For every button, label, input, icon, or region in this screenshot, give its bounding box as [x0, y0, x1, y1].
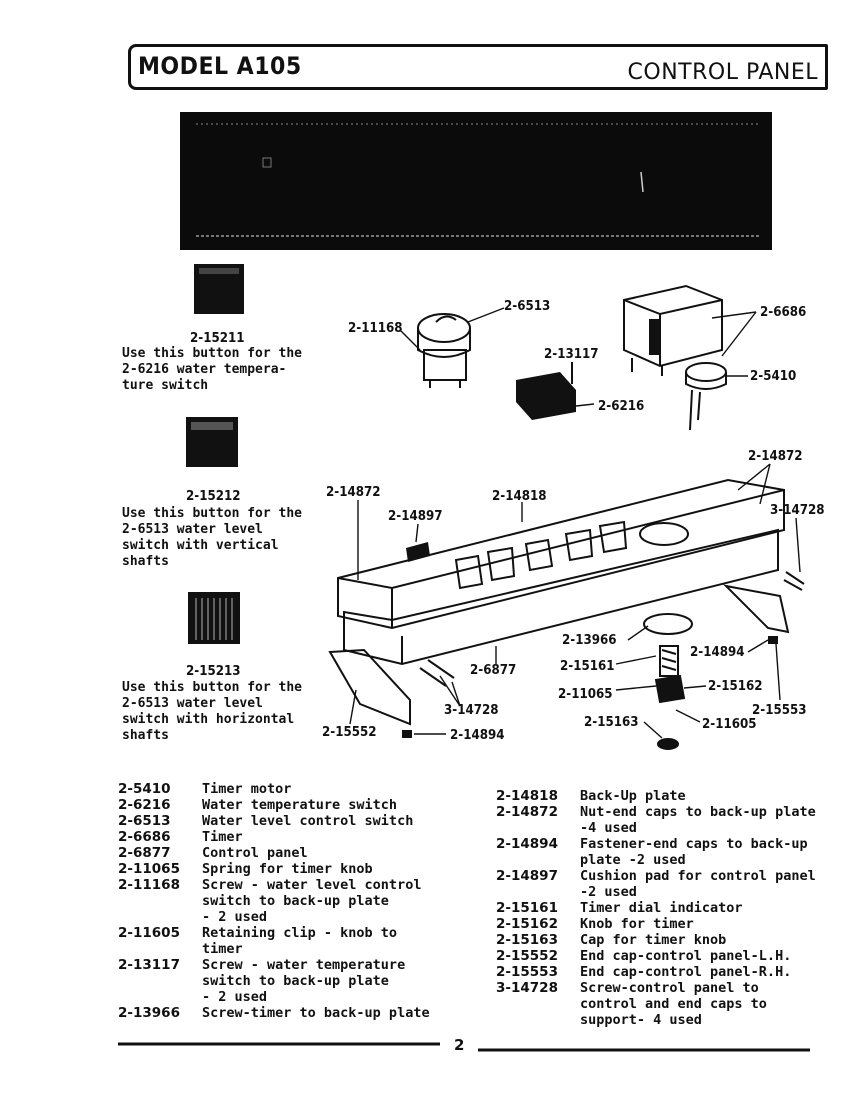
- part-number: 2-6686: [118, 829, 171, 845]
- part-number: 2-14894: [496, 836, 558, 852]
- parts-row: [496, 788, 836, 804]
- callout-2-14818: 2-14818: [492, 488, 547, 504]
- parts-row: [496, 836, 836, 868]
- callout-2-15163: 2-15163: [584, 714, 639, 730]
- button-1-note: Use this button for the 2-6216 water tempera- ture switch: [122, 346, 303, 393]
- part-description: Retaining clip - knob to timer: [202, 925, 398, 957]
- callout-2-6877: 2-6877: [470, 662, 517, 678]
- part-description: Cushion pad for control panel -2 used: [580, 868, 816, 900]
- control-panel-face: [180, 112, 772, 250]
- callout-2-14897: 2-14897: [388, 508, 443, 524]
- parts-row: [118, 829, 458, 845]
- button-3-note: Use this button for the 2-6513 water level switch with horizontal shafts: [122, 680, 303, 743]
- part-description: Water temperature switch: [202, 797, 398, 813]
- parts-row: [118, 861, 458, 877]
- callout-2-14894-left: 2-14894: [450, 727, 505, 743]
- part-number: 2-15552: [496, 948, 558, 964]
- part-number: 2-15162: [496, 916, 558, 932]
- callout-2-11168: 2-11168: [348, 320, 403, 336]
- part-number: 2-15553: [496, 964, 558, 980]
- parts-row: [496, 980, 836, 1028]
- parts-list-right: [496, 788, 836, 1028]
- parts-row: [118, 845, 458, 861]
- model-title: MODEL A105: [138, 52, 302, 80]
- part-description: Screw-control panel to control and end caps to support- 4 used: [580, 980, 767, 1028]
- callout-3-14728-left: 3-14728: [444, 702, 499, 718]
- callout-2-15162: 2-15162: [708, 678, 763, 694]
- parts-row: [118, 781, 458, 797]
- part-description: Spring for timer knob: [202, 861, 373, 877]
- part-number: 2-11168: [118, 877, 180, 893]
- part-number: 2-6877: [118, 845, 171, 861]
- part-description: Screw - water level control switch to back-up plate - 2 used: [202, 877, 422, 925]
- part-description: Back-Up plate: [580, 788, 686, 804]
- part-description: Knob for timer: [580, 916, 694, 932]
- parts-row: [496, 804, 836, 836]
- parts-row: [118, 797, 458, 813]
- parts-row: [496, 900, 836, 916]
- callout-2-6216: 2-6216: [598, 398, 645, 414]
- fastener-cap: [768, 636, 778, 644]
- parts-row: [496, 964, 836, 980]
- part-description: Control panel: [202, 845, 308, 861]
- page-number: 2: [454, 1036, 465, 1054]
- part-number: 2-14872: [496, 804, 558, 820]
- fastener-cap: [402, 730, 412, 738]
- parts-row: [118, 957, 458, 1005]
- callout-2-6513: 2-6513: [504, 298, 551, 314]
- part-description: Nut-end caps to back-up plate -4 used: [580, 804, 816, 836]
- parts-row: [496, 932, 836, 948]
- callout-2-11065: 2-11065: [558, 686, 613, 702]
- callout-2-13117: 2-13117: [544, 346, 599, 362]
- callout-2-6686: 2-6686: [760, 304, 807, 320]
- callout-2-14872-right: 2-14872: [748, 448, 803, 464]
- button-2-15213: [188, 592, 240, 644]
- callout-2-13966: 2-13966: [562, 632, 617, 648]
- parts-row: [496, 868, 836, 900]
- parts-row: [496, 916, 836, 932]
- button-2-15211: [194, 264, 244, 314]
- part-number: 2-6216: [118, 797, 171, 813]
- button-2-note: Use this button for the 2-6513 water level switch with vertical shafts: [122, 506, 303, 569]
- part-number: 2-14897: [496, 868, 558, 884]
- part-description: End cap-control panel-L.H.: [580, 948, 792, 964]
- callout-3-14728-right: 3-14728: [770, 502, 825, 518]
- callout-2-14894-right: 2-14894: [690, 644, 745, 660]
- parts-row: [118, 1005, 458, 1021]
- water-temperature-switch: [516, 362, 576, 420]
- button-2-part: 2-15212: [186, 488, 241, 504]
- callout-2-5410: 2-5410: [750, 368, 797, 384]
- timer-motor: [686, 363, 726, 430]
- callout-2-11605: 2-11605: [702, 716, 757, 732]
- parts-row: [496, 948, 836, 964]
- part-number: 2-5410: [118, 781, 171, 797]
- callout-2-15553: 2-15553: [752, 702, 807, 718]
- callout-2-14872-left: 2-14872: [326, 484, 381, 500]
- part-number: 2-11065: [118, 861, 180, 877]
- callout-2-15552: 2-15552: [322, 724, 377, 740]
- section-title: CONTROL PANEL: [627, 60, 818, 85]
- parts-list-left: [118, 781, 458, 1021]
- part-description: Fastener-end caps to back-up plate -2 used: [580, 836, 808, 868]
- button-3-part: 2-15213: [186, 663, 241, 679]
- button-1-part: 2-15211: [190, 330, 245, 346]
- water-level-switch: [418, 314, 470, 388]
- parts-row: [118, 877, 458, 925]
- part-description: Timer: [202, 829, 243, 845]
- part-number: 2-14818: [496, 788, 558, 804]
- part-description: Timer motor: [202, 781, 292, 797]
- cushion-pad: [406, 542, 430, 562]
- callout-2-15161: 2-15161: [560, 658, 615, 674]
- parts-row: [118, 813, 458, 829]
- part-description: Screw-timer to back-up plate: [202, 1005, 430, 1021]
- part-number: 2-11605: [118, 925, 180, 941]
- part-description: End cap-control panel-R.H.: [580, 964, 792, 980]
- part-number: 2-15161: [496, 900, 558, 916]
- part-description: Water level control switch: [202, 813, 414, 829]
- parts-row: [118, 925, 458, 957]
- part-description: Screw - water temperature switch to back-up plate - 2 used: [202, 957, 406, 1005]
- part-description: Cap for timer knob: [580, 932, 727, 948]
- part-number: 2-6513: [118, 813, 171, 829]
- button-2-15212: [186, 417, 238, 467]
- part-number: 2-15163: [496, 932, 558, 948]
- part-number: 3-14728: [496, 980, 558, 996]
- part-number: 2-13117: [118, 957, 180, 973]
- part-number: 2-13966: [118, 1005, 180, 1021]
- part-description: Timer dial indicator: [580, 900, 743, 916]
